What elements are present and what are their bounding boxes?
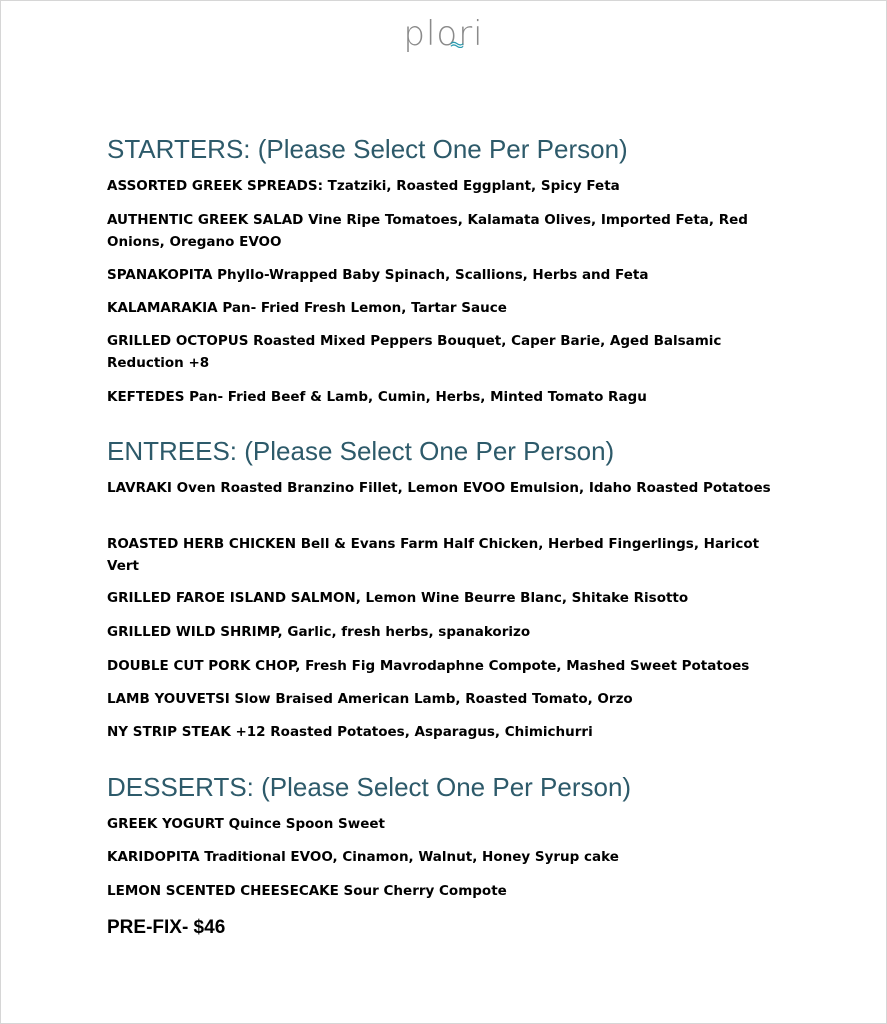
menu-item: AUTHENTIC GREEK SALAD Vine Ripe Tomatoes, Kalamata Olives, Imported Feta, Red Onions, Oregano EVOO — [107, 212, 748, 250]
menu-item: GRILLED FAROE ISLAND SALMON, Lemon Wine Beurre Blanc, Shitake Risotto — [107, 590, 689, 606]
logo — [0, 14, 887, 54]
menu-item: LAMB YOUVETSI Slow Braised American Lamb, Roasted Tomato, Orzo — [107, 691, 633, 707]
menu-item: ASSORTED GREEK SPREADS: Tzatziki, Roasted Eggplant, Spicy Feta — [107, 178, 620, 194]
menu-item: LEMON SCENTED CHEESECAKE Sour Cherry Compote — [107, 883, 507, 899]
logo-text: plori — [403, 14, 484, 54]
prefix-price: PRE-FIX- $46 — [107, 917, 226, 938]
menu-item: DOUBLE CUT PORK CHOP, Fresh Fig Mavrodaphne Compote, Mashed Sweet Potatoes — [107, 658, 750, 674]
starters-title: STARTERS: (Please Select One Per Person) — [107, 134, 628, 164]
wave-icon — [450, 41, 464, 48]
menu-item: NY STRIP STEAK +12 Roasted Potatoes, Asparagus, Chimichurri — [107, 724, 593, 740]
menu-item: GREEK YOGURT Quince Spoon Sweet — [107, 816, 385, 832]
menu-item: KARIDOPITA Traditional EVOO, Cinamon, Walnut, Honey Syrup cake — [107, 849, 619, 865]
menu-item: GRILLED WILD SHRIMP, Garlic, fresh herbs, spanakorizo — [107, 624, 531, 640]
menu-item: SPANAKOPITA Phyllo-Wrapped Baby Spinach, Scallions, Herbs and Feta — [107, 267, 649, 283]
desserts-title: DESSERTS: (Please Select One Per Person) — [107, 772, 632, 802]
menu-item: KALAMARAKIA Pan- Fried Fresh Lemon, Tartar Sauce — [107, 300, 507, 316]
menu-item: ROASTED HERB CHICKEN Bell & Evans Farm Half Chicken, Herbed Fingerlings, Haricot Vert — [107, 536, 760, 574]
entrees-title: ENTREES: (Please Select One Per Person) — [107, 436, 615, 466]
menu-item: LAVRAKI Oven Roasted Branzino Fillet, Lemon EVOO Emulsion, Idaho Roasted Potatoes — [107, 480, 771, 496]
menu-item: GRILLED OCTOPUS Roasted Mixed Peppers Bouquet, Caper Barie, Aged Balsamic Reduction +8 — [107, 333, 722, 371]
menu-item: KEFTEDES Pan- Fried Beef & Lamb, Cumin, Herbs, Minted Tomato Ragu — [107, 389, 647, 405]
